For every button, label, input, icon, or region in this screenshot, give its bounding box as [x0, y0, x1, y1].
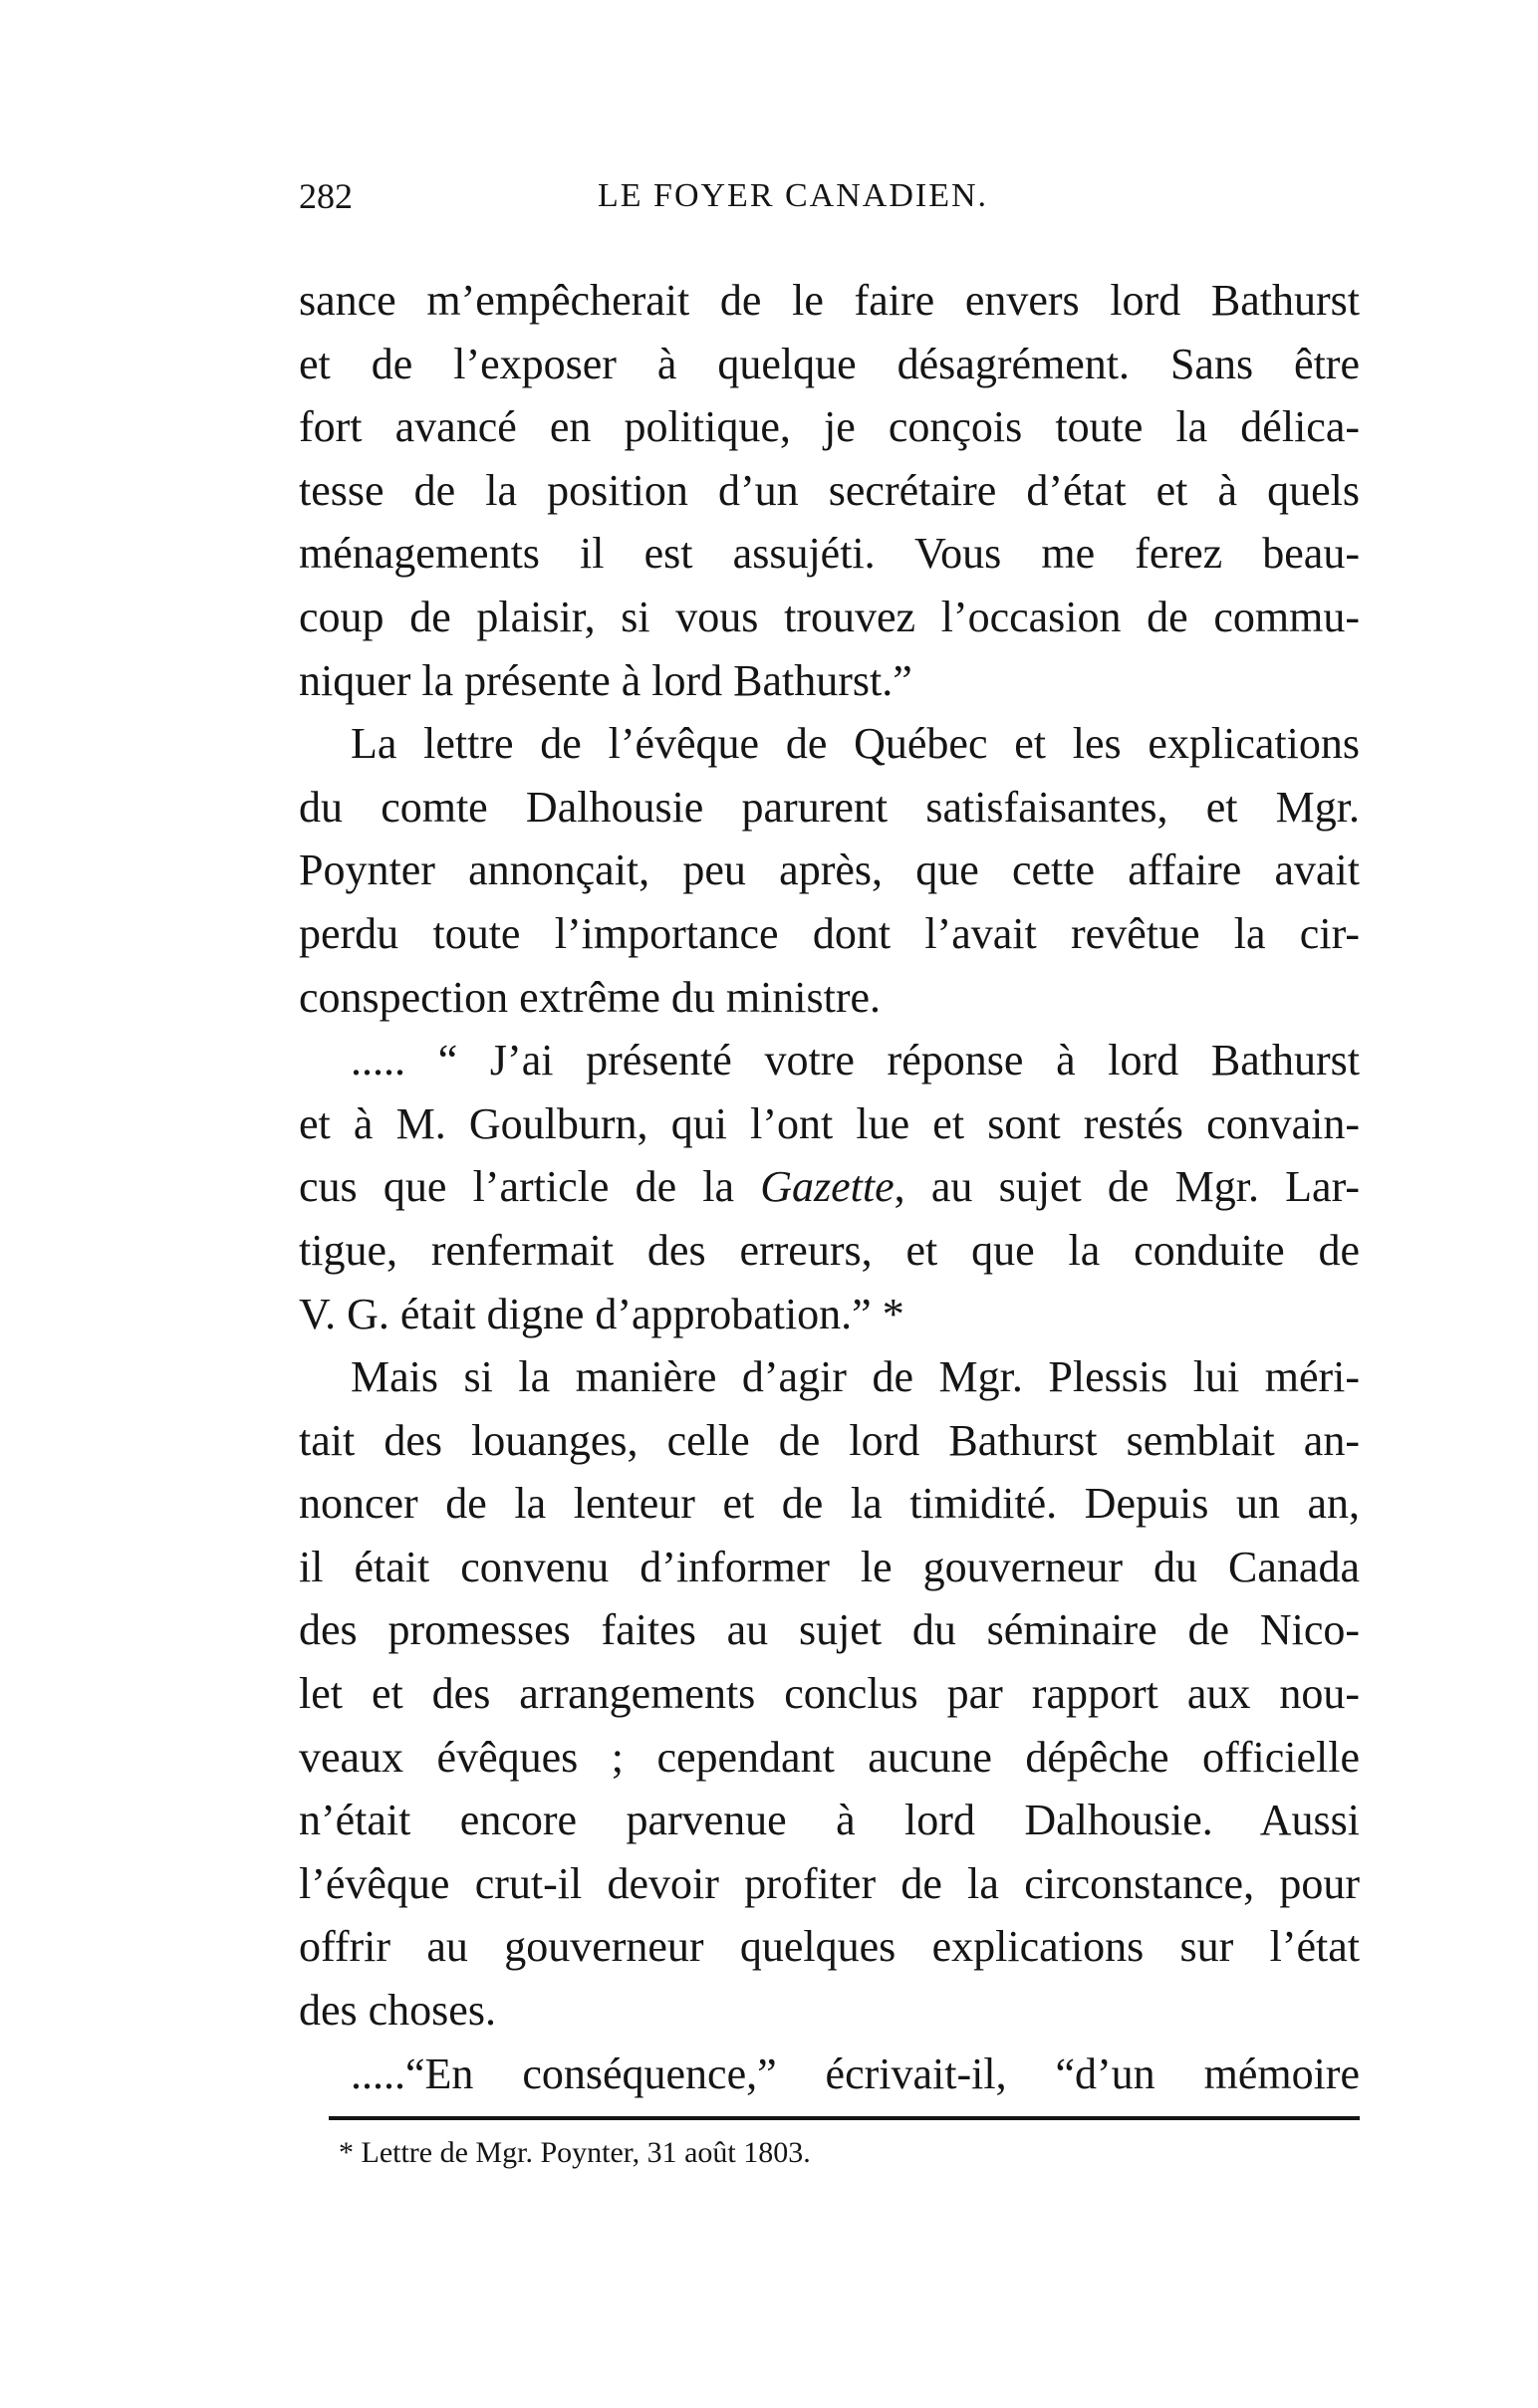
text-line: V. G. était digne d’approbation.” * — [299, 1289, 904, 1338]
body-text — [299, 269, 1360, 2105]
footnote: * Lettre de Mgr. Poynter, 31 août 1803. — [339, 2136, 811, 2169]
text-line: tesse de la position d’un secrétaire d’état et à quels — [299, 465, 1360, 515]
text-line: tigue, renfermait des erreurs, et que la conduite de — [299, 1225, 1360, 1275]
text-line: coup de plaisir, si vous trouvez l’occasion de commu- — [299, 592, 1360, 641]
page-header — [299, 171, 1360, 221]
text-line: conspection extrême du ministre. — [299, 972, 882, 1022]
running-title: LE FOYER CANADIEN. — [598, 177, 989, 214]
text-line: des promesses faites au sujet du séminaire de Nico- — [299, 1605, 1360, 1655]
text-line: des choses. — [299, 1986, 496, 2036]
text-line: .....“En conséquence,” écrivait-il, “d’un mémoire — [351, 2048, 1360, 2098]
text-line: cus que l’article de la Gazette, au sujet de Mgr. Lar- — [299, 1162, 1360, 1212]
italic-title: Gazette — [760, 1162, 895, 1212]
text-line: ..... “ J’ai présenté votre réponse à lord Bathurst — [351, 1036, 1360, 1085]
text-line: La lettre de l’évêque de Québec et les explications — [351, 719, 1360, 769]
text-line: et à M. Goulburn, qui l’ont lue et sont restés convain- — [299, 1098, 1360, 1148]
text-line: du comte Dalhousie parurent satisfaisantes, et Mgr. — [299, 782, 1360, 832]
text-line: tait des louanges, celle de lord Bathurst semblait an- — [299, 1415, 1360, 1465]
text-line: fort avancé en politique, je conçois toute la délica- — [299, 402, 1360, 452]
text-line: Poynter annonçait, peu après, que cette affaire avait — [299, 845, 1360, 895]
text-line: let et des arrangements conclus par rapport aux nou- — [299, 1669, 1360, 1719]
text-line: n’était encore parvenue à lord Dalhousie. Aussi — [299, 1796, 1360, 1845]
text-line: noncer de la lenteur et de la timidité. Depuis un an, — [299, 1479, 1360, 1529]
text-line: il était convenu d’informer le gouverneur du Canada — [299, 1542, 1360, 1591]
text-line: Mais si la manière d’agir de Mgr. Plessis lui méri- — [351, 1352, 1360, 1402]
page-number: 282 — [299, 176, 353, 216]
footnote-rule — [329, 2116, 1360, 2120]
text-line: ménagements il est assujéti. Vous me ferez beau- — [299, 529, 1360, 579]
text-line: perdu toute l’importance dont l’avait revêtue la cir- — [299, 908, 1360, 958]
text-line: veaux évêques ; cependant aucune dépêche officielle — [299, 1732, 1360, 1782]
text-line: et de l’exposer à quelque désagrément. Sans être — [299, 339, 1360, 388]
text-line: sance m’empêcherait de le faire envers lord Bathurst — [299, 276, 1360, 325]
text-line: offrir au gouverneur quelques explications sur l’état — [299, 1922, 1360, 1972]
text-line: l’évêque crut-il devoir profiter de la circonstance, pour — [299, 1858, 1360, 1908]
text-line: niquer la présente à lord Bathurst.” — [299, 655, 912, 705]
